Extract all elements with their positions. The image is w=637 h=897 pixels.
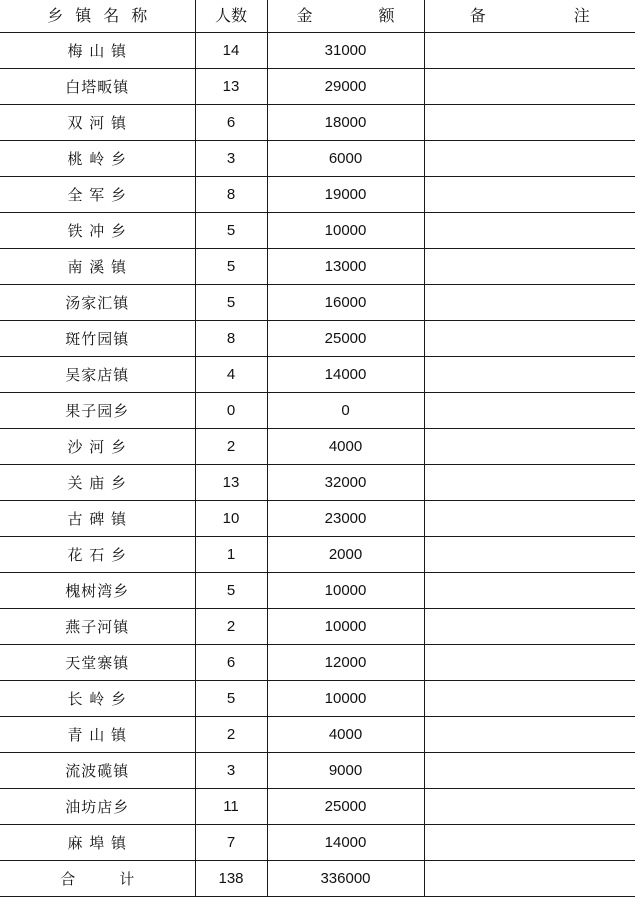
remark-cell: [424, 645, 635, 681]
header-town-name: 乡镇名称: [0, 0, 195, 33]
remark-cell: [424, 609, 635, 645]
total-row: [0, 861, 635, 897]
town-name-cell: 桃 岭 乡: [0, 141, 195, 177]
table-row: [0, 609, 635, 645]
amount-cell: 25000: [267, 321, 424, 357]
header-count: 人数: [195, 0, 267, 33]
table-row: [0, 645, 635, 681]
amount-cell: 4000: [267, 717, 424, 753]
table-row: [0, 825, 635, 861]
amount-cell: 12000: [267, 645, 424, 681]
amount-cell: 23000: [267, 501, 424, 537]
count-cell: 2: [195, 429, 267, 465]
remark-cell: [424, 429, 635, 465]
town-name-cell: 汤家汇镇: [0, 285, 195, 321]
amount-cell: 10000: [267, 573, 424, 609]
count-cell: 13: [195, 69, 267, 105]
table-row: [0, 33, 635, 69]
table-row: [0, 393, 635, 429]
amount-cell: 14000: [267, 825, 424, 861]
table-row: [0, 321, 635, 357]
table-row: [0, 681, 635, 717]
count-cell: 5: [195, 285, 267, 321]
town-name-cell: 双 河 镇: [0, 105, 195, 141]
count-cell: 5: [195, 681, 267, 717]
remark-cell: [424, 393, 635, 429]
remark-cell: [424, 825, 635, 861]
town-name-cell: 斑竹园镇: [0, 321, 195, 357]
table-row: [0, 141, 635, 177]
count-cell: 1: [195, 537, 267, 573]
town-name-cell: 沙 河 乡: [0, 429, 195, 465]
amount-cell: 10000: [267, 213, 424, 249]
count-cell: 7: [195, 825, 267, 861]
town-name-cell: 青 山 镇: [0, 717, 195, 753]
amount-cell: 16000: [267, 285, 424, 321]
count-cell: 14: [195, 33, 267, 69]
header-row: [0, 0, 635, 33]
table-row: [0, 789, 635, 825]
amount-cell: 29000: [267, 69, 424, 105]
town-name-cell: 白塔畈镇: [0, 69, 195, 105]
count-cell: 4: [195, 357, 267, 393]
amount-cell: 4000: [267, 429, 424, 465]
total-amount: 336000: [267, 861, 424, 897]
table-row: [0, 537, 635, 573]
remark-cell: [424, 789, 635, 825]
count-cell: 0: [195, 393, 267, 429]
count-cell: 2: [195, 609, 267, 645]
remark-cell: [424, 681, 635, 717]
remark-cell: [424, 321, 635, 357]
town-name-cell: 古 碑 镇: [0, 501, 195, 537]
amount-cell: 10000: [267, 681, 424, 717]
remark-cell: [424, 537, 635, 573]
table-row: [0, 753, 635, 789]
count-cell: 3: [195, 141, 267, 177]
amount-cell: 2000: [267, 537, 424, 573]
amount-cell: 9000: [267, 753, 424, 789]
table-row: [0, 429, 635, 465]
remark-cell: [424, 285, 635, 321]
table-row: [0, 717, 635, 753]
count-cell: 13: [195, 465, 267, 501]
town-name-cell: 关 庙 乡: [0, 465, 195, 501]
remark-cell: [424, 753, 635, 789]
total-remark: [424, 861, 635, 897]
town-name-cell: 燕子河镇: [0, 609, 195, 645]
table-row: [0, 285, 635, 321]
town-name-cell: 油坊店乡: [0, 789, 195, 825]
town-name-cell: 全 军 乡: [0, 177, 195, 213]
town-name-cell: 槐树湾乡: [0, 573, 195, 609]
table-row: [0, 501, 635, 537]
count-cell: 6: [195, 105, 267, 141]
town-name-cell: 流波𬒗镇: [0, 753, 195, 789]
count-cell: 8: [195, 177, 267, 213]
remark-cell: [424, 141, 635, 177]
town-name-cell: 铁 冲 乡: [0, 213, 195, 249]
table-row: [0, 357, 635, 393]
count-cell: 5: [195, 573, 267, 609]
remark-cell: [424, 249, 635, 285]
town-name-cell: 吴家店镇: [0, 357, 195, 393]
amount-cell: 6000: [267, 141, 424, 177]
town-name-cell: 果子园乡: [0, 393, 195, 429]
amount-cell: 10000: [267, 609, 424, 645]
header-amount: 金 额: [267, 0, 424, 33]
amount-cell: 0: [267, 393, 424, 429]
town-name-cell: 南 溪 镇: [0, 249, 195, 285]
remark-cell: [424, 357, 635, 393]
count-cell: 6: [195, 645, 267, 681]
town-name-cell: 长 岭 乡: [0, 681, 195, 717]
amount-cell: 14000: [267, 357, 424, 393]
amount-cell: 13000: [267, 249, 424, 285]
count-cell: 5: [195, 249, 267, 285]
amount-cell: 32000: [267, 465, 424, 501]
table-row: [0, 249, 635, 285]
header-remark: 备 注: [424, 0, 635, 33]
remark-cell: [424, 213, 635, 249]
count-cell: 3: [195, 753, 267, 789]
table-row: [0, 573, 635, 609]
remark-cell: [424, 501, 635, 537]
count-cell: 11: [195, 789, 267, 825]
table-row: [0, 69, 635, 105]
total-label: 合 计: [0, 861, 195, 897]
count-cell: 8: [195, 321, 267, 357]
town-name-cell: 梅 山 镇: [0, 33, 195, 69]
remark-cell: [424, 69, 635, 105]
remark-cell: [424, 465, 635, 501]
amount-cell: 25000: [267, 789, 424, 825]
town-name-cell: 麻 埠 镇: [0, 825, 195, 861]
table-row: [0, 105, 635, 141]
remark-cell: [424, 717, 635, 753]
table-row: [0, 177, 635, 213]
amount-cell: 19000: [267, 177, 424, 213]
count-cell: 5: [195, 213, 267, 249]
count-cell: 2: [195, 717, 267, 753]
remark-cell: [424, 177, 635, 213]
table-row: [0, 465, 635, 501]
remark-cell: [424, 573, 635, 609]
remark-cell: [424, 105, 635, 141]
amount-cell: 18000: [267, 105, 424, 141]
table-row: [0, 213, 635, 249]
total-count: 138: [195, 861, 267, 897]
count-cell: 10: [195, 501, 267, 537]
town-name-cell: 花 石 乡: [0, 537, 195, 573]
remark-cell: [424, 33, 635, 69]
amount-cell: 31000: [267, 33, 424, 69]
town-name-cell: 天堂寨镇: [0, 645, 195, 681]
